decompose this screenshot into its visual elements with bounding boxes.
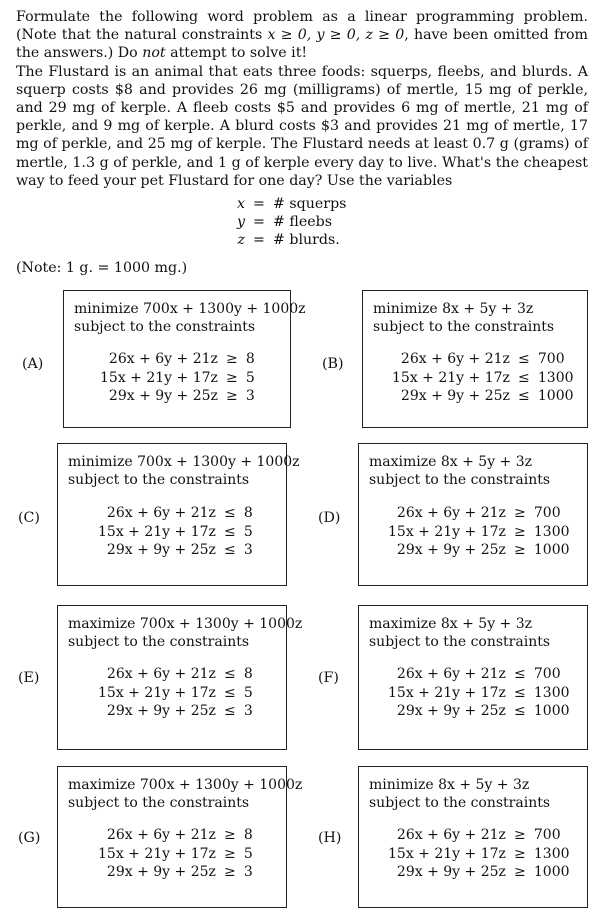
constraint-rhs: 8 xyxy=(243,505,253,521)
instructions-text-a: Formulate the following word problem as a linear programming problem. (Note that the natural constraints xyxy=(16,9,588,44)
constraint-rhs: 1000 xyxy=(533,864,570,880)
constraint-row xyxy=(98,541,253,560)
constraint-lhs: 15x + 21y + 17z xyxy=(388,845,506,862)
constraint-rhs: 700 xyxy=(533,827,561,843)
constraint-row xyxy=(388,504,570,523)
objective-function: maximize 700x + 1300y + 1000z xyxy=(68,777,303,793)
constraint-relation: ≤ xyxy=(514,666,526,682)
constraint-lhs: 26x + 6y + 21z xyxy=(396,505,506,521)
constraint-relation: ≤ xyxy=(224,542,236,558)
constraint-rhs: 3 xyxy=(243,703,253,719)
option-label: (F) xyxy=(318,670,339,686)
instructions-text-c: attempt to solve it! xyxy=(165,45,308,62)
objective-function: minimize 700x + 1300y + 1000z xyxy=(74,301,306,317)
constraint-rhs: 700 xyxy=(537,351,565,367)
constraint-lhs: 15x + 21y + 17z xyxy=(100,369,218,386)
constraint-relation: ≤ xyxy=(224,703,236,719)
constraint-list xyxy=(98,826,253,882)
constraint-lhs: 26x + 6y + 21z xyxy=(108,351,218,367)
constraint-row xyxy=(388,863,570,882)
constraint-relation: ≥ xyxy=(514,542,526,558)
constraint-lhs: 15x + 21y + 17z xyxy=(98,845,216,862)
variable-description: # fleebs xyxy=(273,214,333,231)
constraint-relation: ≤ xyxy=(514,703,526,719)
option-label: (C) xyxy=(18,510,40,526)
constraint-rhs: 5 xyxy=(245,369,255,386)
constraint-lhs: 29x + 9y + 25z xyxy=(106,542,216,558)
constraint-relation: ≥ xyxy=(226,351,238,367)
variable-description: # blurds. xyxy=(273,232,340,249)
constraint-list xyxy=(388,504,570,560)
constraint-list xyxy=(98,665,253,721)
constraint-rhs: 1000 xyxy=(533,542,570,558)
variable-description: # squerps xyxy=(273,196,347,212)
constraint-relation: ≤ xyxy=(224,684,236,701)
constraint-list xyxy=(388,826,570,882)
unit-note: (Note: 1 g. = 1000 mg.) xyxy=(16,260,188,276)
constraint-lhs: 29x + 9y + 25z xyxy=(396,703,506,719)
variable-row xyxy=(228,231,349,249)
constraint-relation: ≥ xyxy=(224,827,236,843)
constraint-relation: ≥ xyxy=(224,845,236,862)
option-label: (G) xyxy=(18,830,41,846)
objective-function: minimize 8x + 5y + 3z xyxy=(373,301,534,317)
constraint-lhs: 26x + 6y + 21z xyxy=(396,666,506,682)
constraint-relation: ≤ xyxy=(518,388,530,404)
constraint-lhs: 26x + 6y + 21z xyxy=(400,351,510,367)
constraint-rhs: 1300 xyxy=(533,845,570,862)
constraint-relation: ≥ xyxy=(514,845,526,862)
variable-row xyxy=(228,213,349,231)
constraint-lhs: 29x + 9y + 25z xyxy=(106,703,216,719)
subject-to-label: subject to the constraints xyxy=(369,472,551,488)
constraint-lhs: 15x + 21y + 17z xyxy=(98,684,216,701)
constraint-row xyxy=(388,684,570,703)
word-problem-paragraph: The Flustard is an animal that eats three foods: squerps, fleebs, and blurds. A squerp costs $8 and provides 26 mg (milligrams) of mertle, 15 mg of perkle, and 29 mg of kerple. A fleeb costs $5 and provides 6 mg of mertle, 21 mg of perkle, and 9 mg of kerple. A blurd costs $3 and provides 21 mg of mertle, 17 mg of perkle, and 25 mg of kerple. The Flustard needs at least 0.7 g (grams) of mertle, 1.3 g of perkle, and 1 g of kerple every day to live. What's the cheapest way to feed your pet Flustard for one day? Use the variables xyxy=(16,63,588,189)
subject-to-label: subject to the constraints xyxy=(68,472,250,488)
option-label: (H) xyxy=(318,830,342,846)
variable-equals: = xyxy=(253,196,265,212)
constraint-lhs: 26x + 6y + 21z xyxy=(396,827,506,843)
subject-to-label: subject to the constraints xyxy=(68,634,250,650)
natural-constraints: x ≥ 0, y ≥ 0, z ≥ 0 xyxy=(267,27,405,44)
constraint-list xyxy=(98,504,253,560)
constraint-relation: ≤ xyxy=(224,505,236,521)
instructions-paragraph xyxy=(16,8,588,63)
objective-function: maximize 8x + 5y + 3z xyxy=(369,616,533,632)
variable-symbol: z xyxy=(237,232,245,249)
constraint-row xyxy=(98,863,253,882)
constraint-row xyxy=(392,369,574,388)
constraint-lhs: 15x + 21y + 17z xyxy=(392,369,510,386)
constraint-rhs: 1300 xyxy=(533,523,570,540)
variable-definitions xyxy=(228,195,349,250)
constraint-row xyxy=(98,665,253,684)
constraint-rhs: 1000 xyxy=(537,388,574,404)
constraint-rhs: 5 xyxy=(243,684,253,701)
subject-to-label: subject to the constraints xyxy=(369,634,551,650)
constraint-row xyxy=(100,387,255,406)
constraint-row xyxy=(388,523,570,542)
constraint-relation: ≤ xyxy=(518,369,530,386)
constraint-lhs: 26x + 6y + 21z xyxy=(106,505,216,521)
constraint-row xyxy=(388,665,570,684)
variable-symbol: y xyxy=(236,214,245,231)
constraint-rhs: 3 xyxy=(243,864,253,880)
constraint-rhs: 1000 xyxy=(533,703,570,719)
constraint-relation: ≥ xyxy=(226,388,238,404)
option-label: (B) xyxy=(322,356,344,372)
constraint-rhs: 8 xyxy=(243,666,253,682)
constraint-rhs: 8 xyxy=(245,351,255,367)
constraint-lhs: 29x + 9y + 25z xyxy=(106,864,216,880)
subject-to-label: subject to the constraints xyxy=(74,319,256,335)
subject-to-label: subject to the constraints xyxy=(68,795,250,811)
constraint-row xyxy=(98,684,253,703)
constraint-row xyxy=(98,523,253,542)
objective-function: minimize 700x + 1300y + 1000z xyxy=(68,454,300,470)
instructions-not: not xyxy=(142,45,166,62)
objective-function: maximize 700x + 1300y + 1000z xyxy=(68,616,303,632)
constraint-lhs: 15x + 21y + 17z xyxy=(388,523,506,540)
constraint-rhs: 8 xyxy=(243,827,253,843)
variable-symbol: x xyxy=(236,196,245,212)
constraint-rhs: 3 xyxy=(243,542,253,558)
constraint-lhs: 29x + 9y + 25z xyxy=(396,864,506,880)
problem-text xyxy=(16,8,588,190)
constraint-lhs: 29x + 9y + 25z xyxy=(396,542,506,558)
constraint-row xyxy=(98,504,253,523)
constraint-list xyxy=(100,350,255,406)
constraint-row xyxy=(100,369,255,388)
constraint-row xyxy=(388,826,570,845)
constraint-lhs: 29x + 9y + 25z xyxy=(108,388,218,404)
constraint-row xyxy=(98,702,253,721)
option-label: (D) xyxy=(318,510,341,526)
constraint-relation: ≥ xyxy=(514,505,526,521)
variable-equals: = xyxy=(253,232,265,249)
objective-function: minimize 8x + 5y + 3z xyxy=(369,777,530,793)
option-label: (E) xyxy=(18,670,40,686)
option-label: (A) xyxy=(22,356,44,372)
objective-function: maximize 8x + 5y + 3z xyxy=(369,454,533,470)
variable-equals: = xyxy=(253,214,265,231)
constraint-relation: ≤ xyxy=(518,351,530,367)
constraint-rhs: 700 xyxy=(533,666,561,682)
constraint-lhs: 26x + 6y + 21z xyxy=(106,827,216,843)
constraint-row xyxy=(388,702,570,721)
constraint-rhs: 5 xyxy=(243,845,253,862)
constraint-row xyxy=(388,541,570,560)
constraint-lhs: 26x + 6y + 21z xyxy=(106,666,216,682)
constraint-relation: ≥ xyxy=(514,523,526,540)
constraint-row xyxy=(100,350,255,369)
constraint-rhs: 700 xyxy=(533,505,561,521)
constraint-relation: ≤ xyxy=(224,666,236,682)
constraint-row xyxy=(388,845,570,864)
constraint-lhs: 29x + 9y + 25z xyxy=(400,388,510,404)
constraint-relation: ≥ xyxy=(224,864,236,880)
constraint-relation: ≥ xyxy=(514,864,526,880)
constraint-row xyxy=(392,387,574,406)
constraint-rhs: 1300 xyxy=(537,369,574,386)
constraint-row xyxy=(98,845,253,864)
constraint-lhs: 15x + 21y + 17z xyxy=(98,523,216,540)
constraint-row xyxy=(98,826,253,845)
constraint-list xyxy=(388,665,570,721)
constraint-rhs: 3 xyxy=(245,388,255,404)
constraint-rhs: 1300 xyxy=(533,684,570,701)
constraint-row xyxy=(392,350,574,369)
constraint-rhs: 5 xyxy=(243,523,253,540)
constraint-relation: ≥ xyxy=(226,369,238,386)
constraint-relation: ≤ xyxy=(224,523,236,540)
constraint-list xyxy=(392,350,574,406)
constraint-relation: ≤ xyxy=(514,684,526,701)
instructions-text-b: , have been omitted from the answers.) Do xyxy=(16,27,588,62)
constraint-relation: ≥ xyxy=(514,827,526,843)
subject-to-label: subject to the constraints xyxy=(369,795,551,811)
subject-to-label: subject to the constraints xyxy=(373,319,555,335)
variable-row xyxy=(228,195,349,213)
constraint-lhs: 15x + 21y + 17z xyxy=(388,684,506,701)
